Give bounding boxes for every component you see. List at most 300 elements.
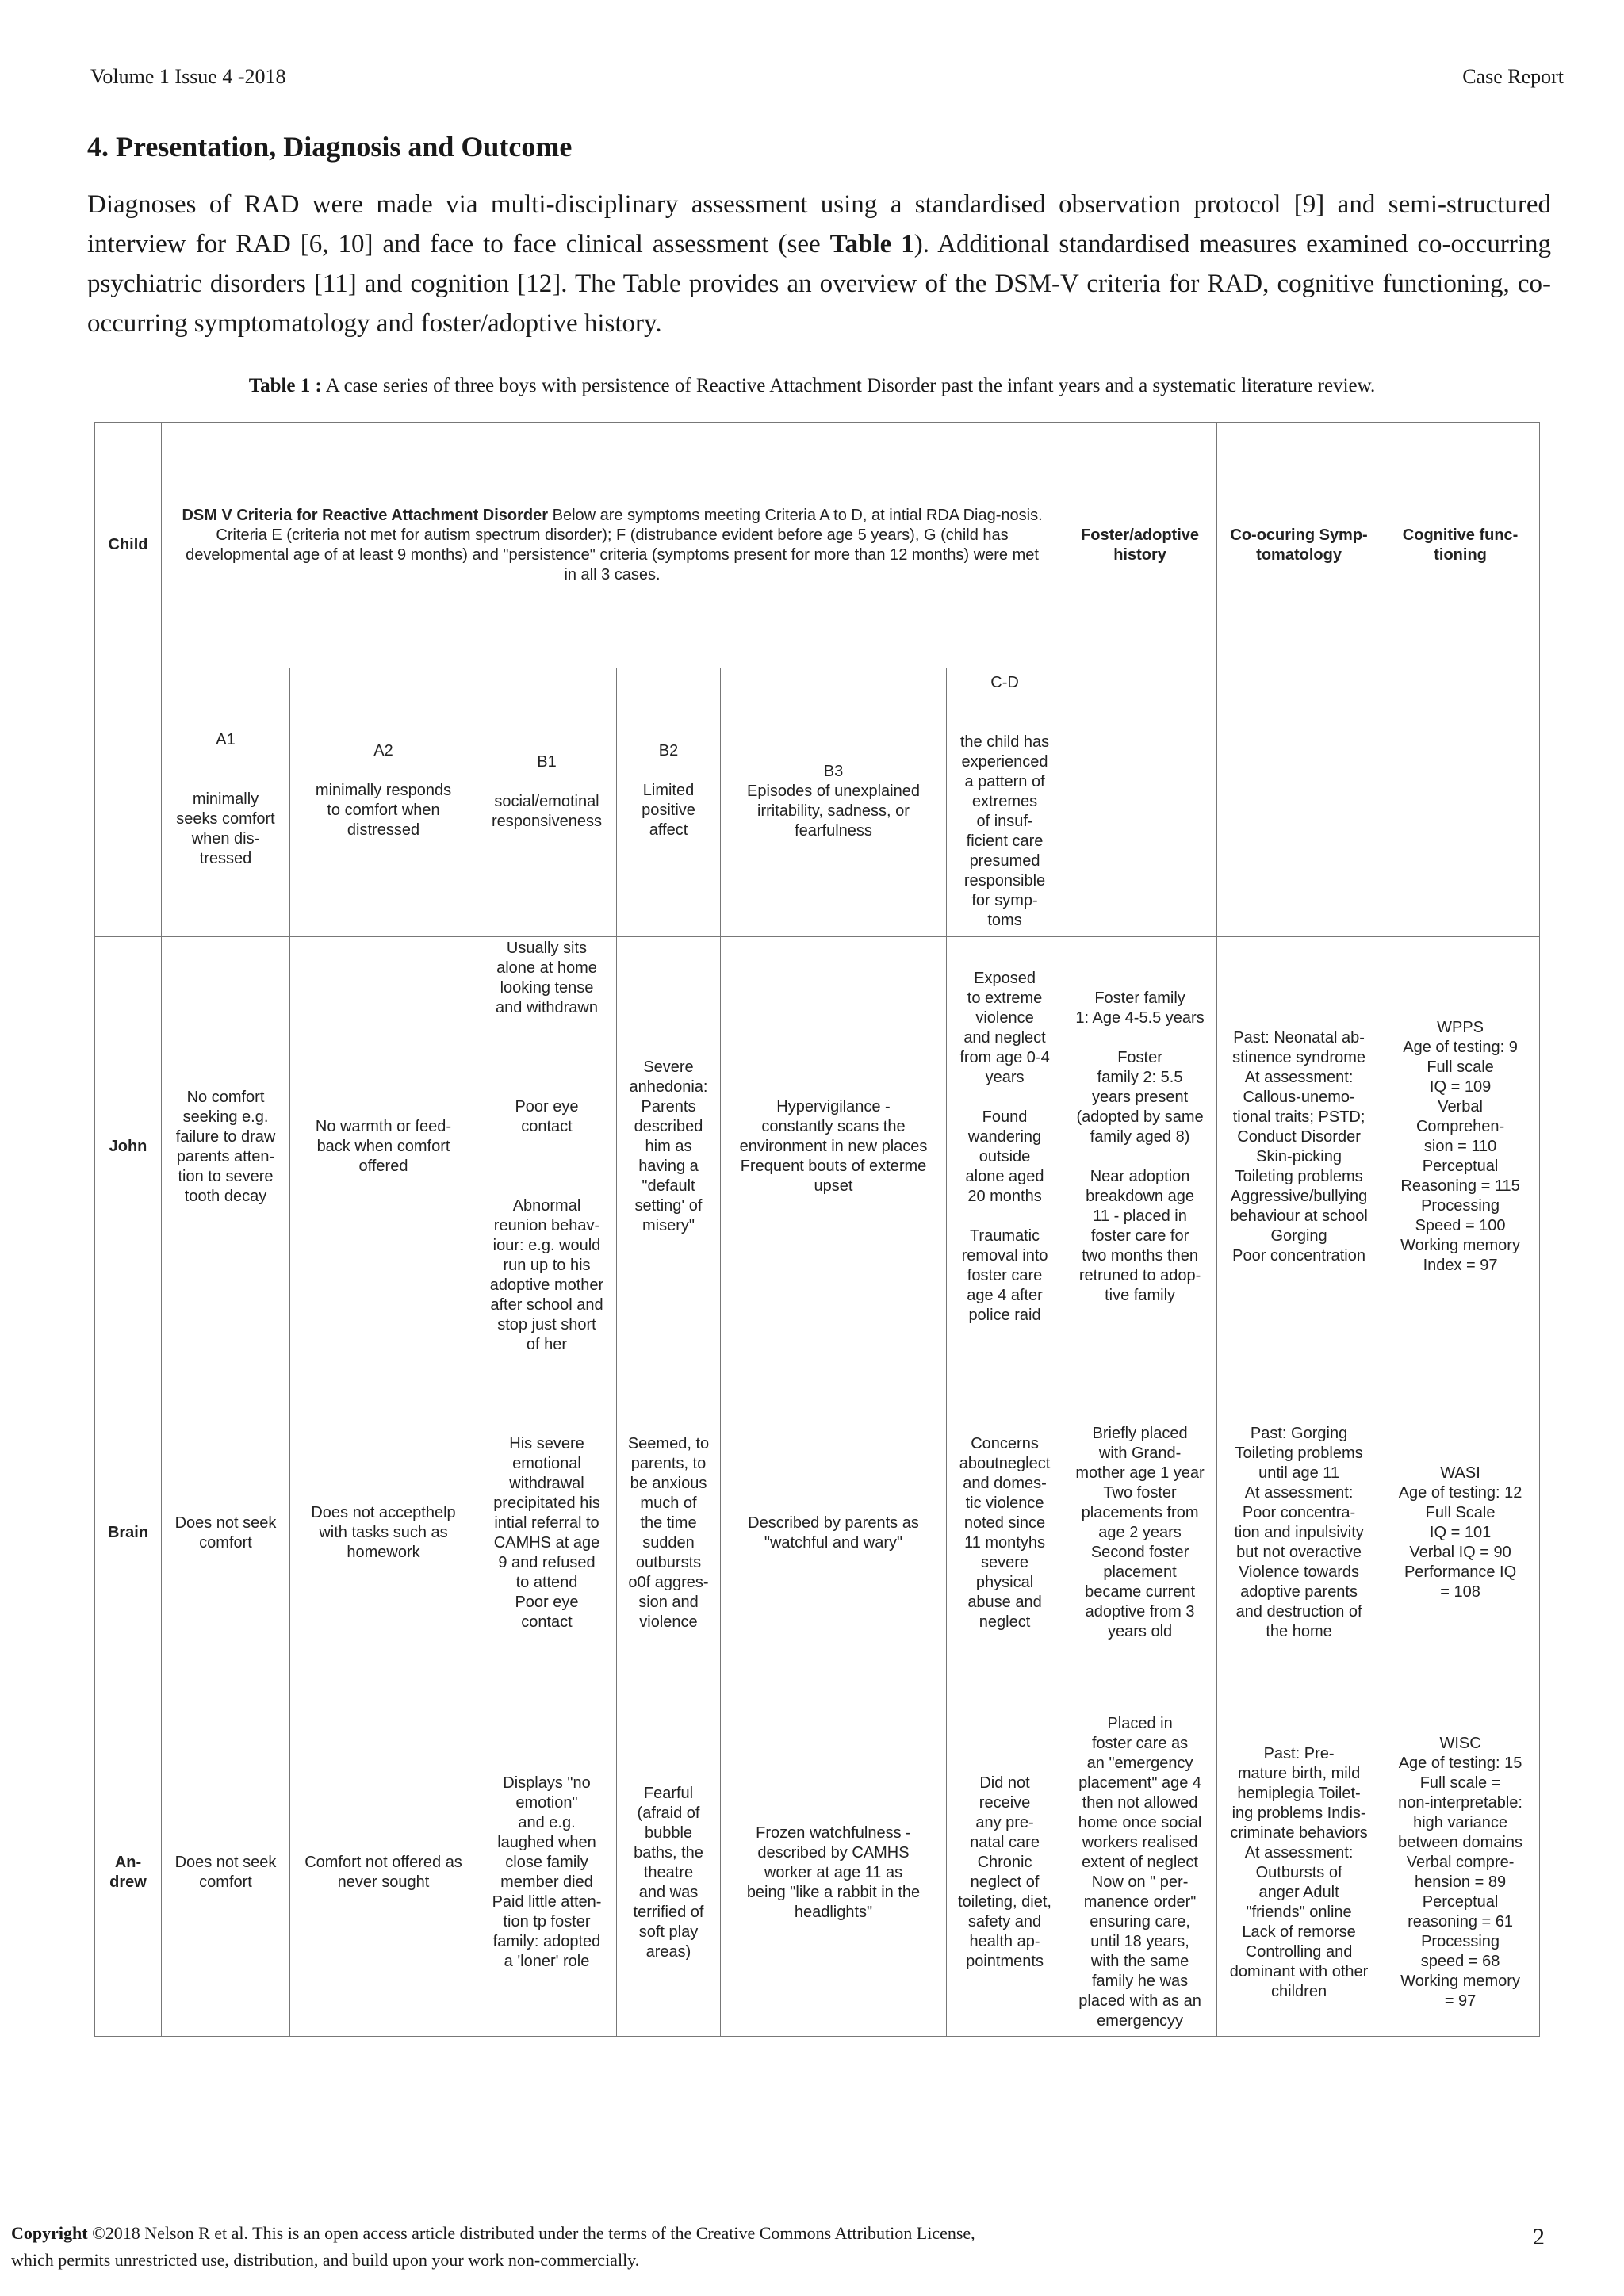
cell-line: with the same <box>1090 1953 1189 1970</box>
cell-line: emotion" <box>515 1794 578 1812</box>
criterion-cd <box>947 668 1063 937</box>
cell-line: when dis- <box>191 830 260 848</box>
cell-line: to attend <box>515 1573 578 1591</box>
cell-cognitive <box>1381 1709 1540 2037</box>
cell-cooccur <box>1217 1709 1381 2037</box>
cell-line: Processing <box>1421 1933 1500 1950</box>
cell-a1 <box>162 1709 290 2037</box>
cell-line: toms <box>987 912 1022 929</box>
cell-line: having a <box>638 1158 699 1175</box>
child-name-part-2: drew <box>109 1873 147 1891</box>
cell-line: Performance IQ <box>1404 1563 1517 1581</box>
cell-line: seeks comfort <box>176 810 275 828</box>
cell-line: "default <box>642 1177 695 1195</box>
caption-label: Table 1 : <box>248 375 322 396</box>
cell-line: natal care <box>970 1834 1040 1851</box>
cell-line: headlights" <box>794 1903 873 1921</box>
cell-line: placement <box>1103 1563 1177 1581</box>
cell-line: Toileting problems <box>1235 1167 1363 1185</box>
cell-line: speed = 68 <box>1420 1953 1500 1970</box>
cell-line: parents, to <box>630 1454 707 1472</box>
criteria-row <box>95 668 1540 937</box>
criterion-a2-text <box>295 741 472 840</box>
cell-line: Toileting problems <box>1235 1445 1363 1462</box>
cell-line: tion to severe <box>178 1167 274 1185</box>
cell-cooccur <box>1217 937 1381 1357</box>
body-paragraph <box>87 185 1551 343</box>
cell-line: (afraid of <box>637 1804 700 1822</box>
cell-line: sion = 110 <box>1423 1138 1497 1155</box>
cell-line: Age of testing: 9 <box>1403 1039 1518 1056</box>
criterion-b2-text <box>622 741 715 840</box>
cell-line: the time <box>640 1513 697 1532</box>
cell-line: from age 0-4 <box>959 1048 1050 1066</box>
cell-line: mature birth, mild <box>1237 1764 1361 1782</box>
cell-line: back when comfort <box>316 1138 450 1155</box>
header-child: Child <box>95 423 162 668</box>
cell-line: years <box>985 1068 1025 1086</box>
cell-line: tooth decay <box>184 1187 267 1205</box>
cell-line: close family <box>505 1854 588 1871</box>
cell-line: precipitated his <box>493 1494 600 1512</box>
cell-line: = 108 <box>1440 1583 1480 1601</box>
cell-line: family 2: 5.5 <box>1097 1068 1183 1086</box>
cell-line: years old <box>1107 1623 1173 1640</box>
cell-line: high variance <box>1413 1814 1508 1831</box>
cell-line: foster care as <box>1091 1735 1189 1752</box>
cell-line: tressed <box>199 850 252 867</box>
table-row-brain <box>95 1357 1540 1709</box>
cell-line: Found <box>982 1108 1028 1126</box>
criterion-code: B1 <box>537 753 557 771</box>
cell-line: safety and <box>967 1913 1042 1931</box>
cell-line: tional traits; PSTD; <box>1232 1108 1365 1126</box>
cell-line: Two foster <box>1103 1484 1177 1502</box>
cell-line: Second foster <box>1090 1544 1189 1561</box>
cell-line: Parents <box>641 1098 696 1115</box>
cell-line: Full scale = <box>1419 1774 1501 1792</box>
cell-line: the child has <box>959 733 1050 751</box>
cell-line: children <box>1271 1982 1327 2000</box>
cell-line: Full scale <box>1427 1058 1494 1076</box>
cell-line: violence <box>639 1613 698 1631</box>
cell-line: outside <box>979 1147 1031 1165</box>
cell-line: anger Adult <box>1258 1883 1339 1901</box>
cell-line: Briefly placed <box>1092 1425 1188 1442</box>
cell-b3 <box>721 1357 947 1709</box>
cell-line: responsible <box>963 872 1046 890</box>
cell-line: age 4 after <box>967 1286 1043 1304</box>
cell-line: Concerns <box>971 1434 1039 1452</box>
cell-line: Frozen watchfulness - <box>756 1823 911 1842</box>
cell-line: alone aged <box>965 1167 1044 1185</box>
cell-line: Conduct Disorder <box>1237 1127 1361 1146</box>
copyright-text: ©2018 Nelson R et al. This is an open access article distributed under the terms of the Creative Commons Attribution License, <box>87 2223 975 2243</box>
criterion-b3 <box>721 668 947 937</box>
cell-line: affect <box>649 821 688 839</box>
cell-line: two months then <box>1082 1246 1198 1265</box>
cell-line: reunion behav- <box>493 1217 600 1234</box>
cell-line: until 18 years, <box>1090 1933 1189 1950</box>
cell-line: soft play <box>638 1923 699 1941</box>
cell-line: hension = 89 <box>1415 1873 1507 1891</box>
cell-line <box>1068 1028 1212 1048</box>
criterion-a1 <box>162 668 290 937</box>
cell-line: mother age 1 year <box>1075 1464 1205 1482</box>
cell-line: "watchful and wary" <box>764 1533 903 1552</box>
journal-volume: Volume 1 Issue 4 -2018 <box>90 65 286 88</box>
cell-line: Outbursts of <box>1255 1863 1342 1881</box>
cell-line: upset <box>814 1177 853 1195</box>
section-title: 4. Presentation, Diagnosis and Outcome <box>87 131 573 163</box>
paragraph-text-start: Diagnoses of RAD were made via multi-disciplinary assessment using a standardised observation protocol [9] and semi-structured interview for RAD [6, 10] and face to face clinical assessment (see <box>87 190 1551 258</box>
cell-line: and neglect <box>963 1028 1046 1047</box>
cell-line <box>482 1018 611 1038</box>
cell-line: with tasks such as <box>319 1524 448 1541</box>
dsm-description: Below are symptoms meeting Criteria A to D, at intial RDA Diag-nosis. Criteria E (criteria not met for autism spectrum disorder); F (distrubance evident before age 5 years), G (child has developmental age of at least 9 months) and "persistence" criteria (symptoms present for more than 12 months) were met in all 3 cases. <box>186 506 1043 584</box>
cell-line: be anxious <box>630 1474 707 1492</box>
cell-line: looking tense <box>500 979 594 997</box>
cell-line: placed with as an <box>1078 1992 1201 2010</box>
cell-line: foster care <box>967 1266 1043 1284</box>
cell-line: home once social <box>1078 1814 1202 1831</box>
cell-foster <box>1063 1357 1217 1709</box>
child-name: John <box>95 937 162 1357</box>
cell-line: run up to his <box>503 1257 591 1274</box>
cell-line: 1: Age 4-5.5 years <box>1075 1008 1205 1027</box>
cell-line: Working memory <box>1400 1237 1520 1254</box>
cell-line: Past: Pre- <box>1263 1744 1335 1762</box>
cell-line: age 2 years <box>1098 1524 1182 1541</box>
cell-line: At assessment: <box>1244 1843 1354 1862</box>
cell-line: extent of neglect <box>1082 1854 1198 1871</box>
cell-line: bubble <box>644 1823 693 1842</box>
cell-line: ficient care <box>966 832 1044 850</box>
cell-line <box>482 1038 611 1058</box>
cell-line: WASI <box>1440 1464 1480 1482</box>
cell-line: noted since <box>963 1513 1046 1532</box>
cell-line: him as <box>645 1138 692 1155</box>
cell-line: Poor concentration <box>1232 1246 1365 1265</box>
cell-cooccur <box>1217 1357 1381 1709</box>
child-name: Brain <box>95 1357 162 1709</box>
header-dsm-criteria <box>162 423 1063 668</box>
cell-line: Perceptual <box>1422 1158 1499 1175</box>
cell-line: workers realised <box>1082 1834 1198 1851</box>
cell-line: setting' of <box>634 1197 703 1215</box>
cell-line: Reasoning = 115 <box>1400 1177 1520 1195</box>
cell-line: No comfort <box>186 1088 265 1106</box>
cell-line: the home <box>1266 1623 1332 1640</box>
cell-line: a 'loner' role <box>504 1953 590 1970</box>
cell-line: and domes- <box>963 1474 1047 1492</box>
cell-line: placement" age 4 <box>1078 1774 1202 1792</box>
cell-line: Full Scale <box>1425 1504 1496 1521</box>
cell-line: reasoning = 61 <box>1408 1913 1513 1931</box>
article-type: Case Report <box>1462 65 1564 88</box>
cell-b1 <box>477 1357 617 1709</box>
cell-b1 <box>477 937 617 1357</box>
cell-line <box>482 1177 611 1196</box>
cell-line <box>482 1137 611 1157</box>
cell-line: comfort <box>199 1533 252 1552</box>
cell-line: Age of testing: 15 <box>1398 1755 1522 1772</box>
cell-line: contact <box>521 1613 573 1631</box>
cell-line: Comfort not offered as <box>304 1854 462 1871</box>
cell-line: being "like a rabbit in the <box>746 1883 921 1901</box>
cell-line: WPPS <box>1437 1019 1484 1036</box>
cell-line: contact <box>521 1118 573 1135</box>
cell-line: with Grand- <box>1098 1445 1182 1462</box>
cell-line: Verbal <box>1438 1098 1483 1115</box>
cell-line: Displays "no <box>503 1774 591 1792</box>
cell-line: adoptive from 3 <box>1085 1603 1195 1621</box>
cell-line: social/emotinal <box>494 793 599 810</box>
cell-line: never sought <box>337 1873 430 1891</box>
cell-line: failure to draw <box>175 1127 276 1146</box>
cell-line: but not overactive <box>1236 1544 1362 1561</box>
header-cognitive: Cognitive func-tioning <box>1381 423 1540 668</box>
cell-line: Does not seek <box>174 1854 277 1871</box>
cell-line <box>952 1088 1058 1108</box>
cell-line: any pre- <box>975 1814 1034 1831</box>
criterion-code: A2 <box>373 742 393 760</box>
cell-line: physical <box>975 1573 1034 1591</box>
criterion-b1 <box>477 668 617 937</box>
cell-line: manence order" <box>1083 1893 1197 1911</box>
criterion-a1-text <box>167 730 285 869</box>
cell-cd <box>947 1357 1063 1709</box>
cell-line: described by CAMHS <box>757 1843 910 1862</box>
cell-line <box>482 1157 611 1177</box>
cell-line: stop just short <box>497 1316 596 1334</box>
cell-a2 <box>290 1357 477 1709</box>
cell-line: Abnormal <box>512 1197 581 1215</box>
cell-line: toileting, diet, <box>958 1893 1051 1911</box>
cell-cd <box>947 937 1063 1357</box>
cell-line: Callous-unemo- <box>1243 1088 1355 1106</box>
cell-line: Does not seek <box>174 1513 277 1532</box>
cell-line: placements from <box>1081 1504 1199 1521</box>
criterion-code: A1 <box>216 731 236 748</box>
copyright-line-1 <box>11 2220 975 2247</box>
cell-line: "friends" online <box>1246 1903 1352 1921</box>
cell-line: after school and <box>490 1296 603 1314</box>
cell-line: irritability, sadness, or <box>757 802 910 820</box>
cell-line: Seemed, to <box>627 1434 710 1452</box>
cell-line: tion tp foster <box>503 1913 591 1931</box>
cell-line: Paid little atten- <box>492 1893 602 1911</box>
cell-line: hemiplegia Toilet- <box>1237 1784 1361 1802</box>
cell-line <box>952 1207 1058 1226</box>
criteria-foster-blank <box>1063 668 1217 937</box>
cell-line: Working memory <box>1400 1973 1520 1990</box>
table-reference[interactable]: Table 1 <box>829 230 914 258</box>
cell-line: environment in new places <box>739 1138 928 1155</box>
cell-line: became current <box>1085 1583 1196 1601</box>
cell-line: Violence towards <box>1239 1563 1360 1581</box>
cell-line: ensuring care, <box>1090 1913 1190 1931</box>
cell-line: Lack of remorse <box>1242 1923 1356 1941</box>
cell-line: receive <box>979 1794 1031 1812</box>
cell-line: for symp- <box>971 892 1038 909</box>
cell-line: Did not <box>979 1774 1030 1792</box>
cell-line: neglect of <box>970 1873 1040 1891</box>
cell-line: to comfort when <box>327 802 440 819</box>
cell-line: breakdown age <box>1086 1187 1194 1205</box>
cell-line: terrified of <box>633 1903 704 1921</box>
cell-a1 <box>162 937 290 1357</box>
cell-line: 11 montyhs <box>964 1533 1045 1552</box>
cell-line: comfort <box>199 1873 252 1891</box>
cell-line: Limited <box>642 782 695 799</box>
cell-line: Traumatic <box>969 1226 1040 1245</box>
paragraph-text-end: ). Additional standardised measures examined co-occurring psychiatric disorders [11] and cognition [12]. The Table provides an overview of the DSM-V criteria for RAD, cognitive functioning, co-occurring symptomatology and foster/adoptive history. <box>87 230 1551 338</box>
cell-line: to extreme <box>967 989 1043 1007</box>
cell-line: Fearful <box>643 1784 694 1802</box>
copyright-line-2: which permits unrestricted use, distribution, and build upon your work non-commercially. <box>11 2250 640 2270</box>
cell-line: extremes <box>971 793 1038 810</box>
cell-line: foster care for <box>1090 1226 1189 1245</box>
cell-line: retruned to adop- <box>1078 1266 1201 1284</box>
table-header-row <box>95 423 1540 668</box>
cell-line: experienced <box>961 753 1048 771</box>
cell-line: Skin-picking <box>1256 1147 1342 1165</box>
cell-line: 20 months <box>967 1187 1042 1205</box>
cell-line: then not allowed <box>1082 1794 1198 1812</box>
cell-foster <box>1063 1709 1217 2037</box>
table-caption <box>0 375 1624 397</box>
child-name-part-1: An- <box>114 1854 142 1871</box>
cell-line: Described by parents as <box>748 1513 919 1532</box>
cell-line: family aged 8) <box>1090 1127 1190 1146</box>
cell-line: 9 and refused <box>498 1553 596 1571</box>
cell-line: IQ = 109 <box>1429 1078 1492 1096</box>
caption-text: A case series of three boys with persistence of Reactive Attachment Disorder past the infant years and a systematic literature review. <box>321 375 1376 396</box>
cell-line: Chronic <box>977 1854 1032 1871</box>
cell-line: sion and <box>638 1593 699 1611</box>
cell-line: health ap- <box>969 1933 1040 1950</box>
cell-b3 <box>721 1709 947 2037</box>
cell-line: Foster <box>1117 1048 1162 1066</box>
cell-line <box>482 1058 611 1077</box>
cell-line: minimally <box>192 790 259 808</box>
cell-line: an "emergency <box>1086 1755 1193 1772</box>
cell-line: constantly scans the <box>761 1118 906 1135</box>
cell-line: Near adoption <box>1090 1167 1190 1185</box>
cell-line: wandering <box>967 1127 1042 1146</box>
cell-line: Placed in <box>1107 1715 1173 1732</box>
cell-line: distressed <box>347 821 420 839</box>
cell-line: Index = 97 <box>1423 1257 1498 1274</box>
cell-line: IQ = 101 <box>1429 1524 1492 1541</box>
cell-line: non-interpretable: <box>1398 1794 1522 1812</box>
cell-line: Verbal IQ = 90 <box>1409 1544 1511 1561</box>
cell-line: Controlling and <box>1245 1942 1353 1961</box>
cell-line: Severe <box>643 1058 694 1076</box>
cell-line: stinence syndrome <box>1232 1048 1365 1066</box>
page-number: 2 <box>1533 2224 1545 2250</box>
cell-line: baths, the <box>634 1843 703 1862</box>
cell-line: tion and inpulsivity <box>1234 1524 1364 1541</box>
cell-line: Usually sits <box>506 939 588 957</box>
cell-line: Exposed <box>974 969 1036 987</box>
criterion-b2 <box>617 668 721 937</box>
criterion-code: C-D <box>990 674 1019 691</box>
cell-line: Frequent bouts of exterme <box>740 1158 927 1175</box>
cell-line: Past: Gorging <box>1250 1425 1348 1442</box>
copyright-label: Copyright <box>11 2223 88 2243</box>
cell-line: theatre <box>643 1863 694 1881</box>
cell-line: and withdrawn <box>496 999 598 1016</box>
cell-cd <box>947 1709 1063 2037</box>
cell-line: His severe <box>509 1434 584 1452</box>
criterion-code: B2 <box>658 742 679 760</box>
table-row-andrew <box>95 1709 1540 2037</box>
cell-line: emergencyy <box>1097 2012 1184 2030</box>
cell-line: violence <box>975 1008 1034 1027</box>
cell-line: until age 11 <box>1258 1464 1340 1482</box>
cell-line: and e.g. <box>518 1814 576 1831</box>
cell-a2 <box>290 937 477 1357</box>
cell-line: dominant with other <box>1229 1962 1369 1980</box>
cell-line: presumed <box>969 852 1040 870</box>
cell-line: Poor eye <box>515 1098 579 1115</box>
cell-line: adoptive mother <box>489 1276 604 1294</box>
cell-a1 <box>162 1357 290 1709</box>
cell-line: Comprehen- <box>1415 1118 1505 1135</box>
cell-b3 <box>721 937 947 1357</box>
header-cooccurring: Co-ocuring Symp-tomatology <box>1217 423 1381 668</box>
table-row-john <box>95 937 1540 1357</box>
cell-line: homework <box>347 1544 420 1561</box>
cell-line: Perceptual <box>1422 1893 1499 1911</box>
cell-line: misery" <box>642 1217 695 1234</box>
cell-line: No warmth or feed- <box>315 1118 452 1135</box>
dsm-title: DSM V Criteria for Reactive Attachment Disorder <box>182 506 549 524</box>
cell-line: Episodes of unexplained <box>747 783 920 800</box>
cell-line: family he was <box>1091 1973 1189 1990</box>
cell-line: behaviour at school <box>1230 1207 1368 1225</box>
cell-line: = 97 <box>1444 1992 1477 2010</box>
cell-a2 <box>290 1709 477 2037</box>
cell-foster <box>1063 937 1217 1357</box>
cell-line: abuse and <box>967 1593 1042 1611</box>
cell-line: At assessment: <box>1244 1484 1354 1502</box>
cell-line: member died <box>500 1873 593 1891</box>
cell-b2 <box>617 1709 721 2037</box>
cell-line: At assessment: <box>1244 1068 1354 1086</box>
cell-line: laughed when <box>497 1834 596 1851</box>
cell-line: Now on " per- <box>1091 1873 1189 1891</box>
cell-line: and was <box>638 1883 699 1901</box>
cell-line: withdrawal <box>509 1474 584 1492</box>
cell-line: Hypervigilance - <box>776 1098 891 1115</box>
cell-line: (adopted by same <box>1076 1108 1204 1126</box>
cell-cognitive <box>1381 937 1540 1357</box>
cell-line: described <box>634 1118 703 1135</box>
cell-line: Foster family <box>1094 989 1185 1007</box>
cell-line: adoptive parents <box>1240 1583 1358 1601</box>
cell-line: CAMHS at age <box>493 1533 600 1552</box>
cell-line: Age of testing: 12 <box>1398 1484 1522 1502</box>
criterion-cd-text <box>952 673 1058 931</box>
cell-line: worker at age 11 as <box>764 1863 903 1881</box>
criterion-b3-text <box>726 762 941 841</box>
cell-line: tive family <box>1105 1286 1176 1304</box>
cell-line: of insuf- <box>976 813 1033 830</box>
cell-line: pointments <box>966 1953 1044 1970</box>
